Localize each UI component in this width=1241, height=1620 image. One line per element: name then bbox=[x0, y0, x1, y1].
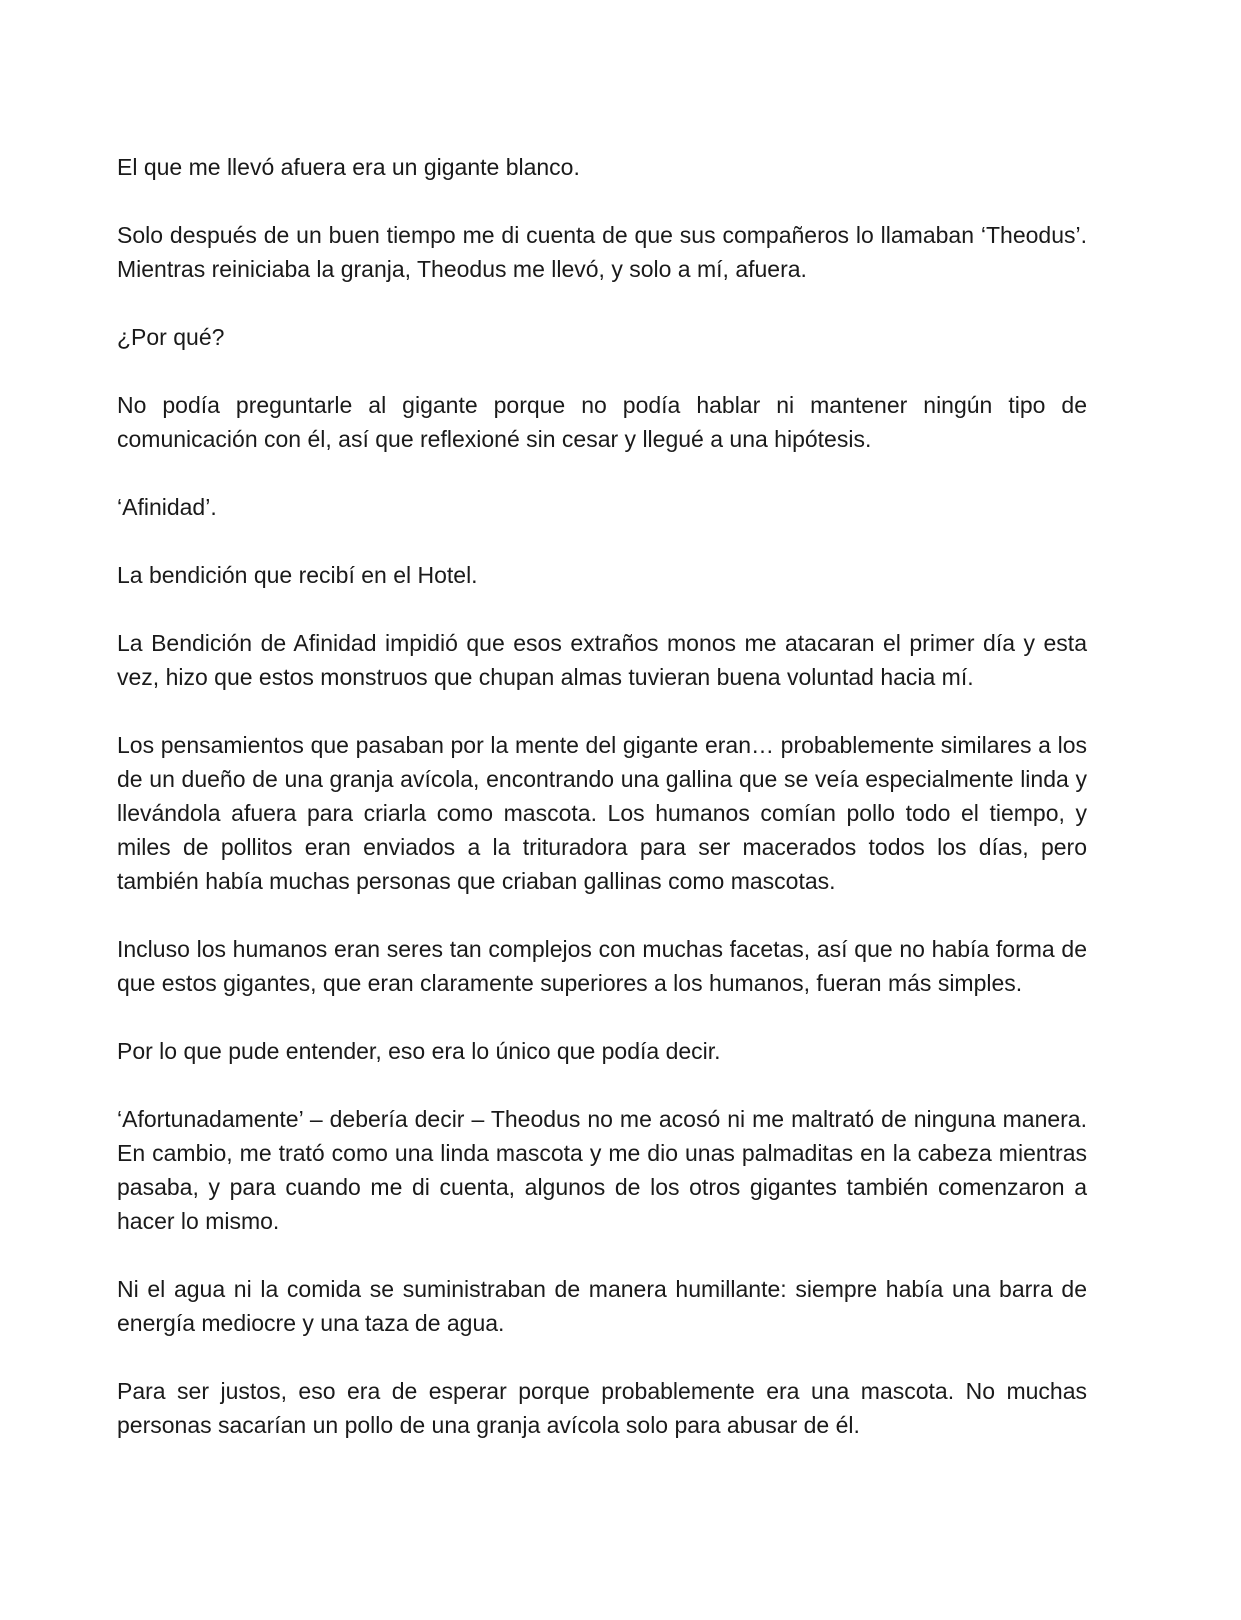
paragraph-6: La bendición que recibí en el Hotel. bbox=[117, 562, 478, 588]
paragraph-2: Solo después de un buen tiempo me di cuenta de que sus compañeros lo llamaban ‘Theodus’. Mientras reiniciaba la granja, Theodus me llevó, y solo a mí, afuera. bbox=[117, 222, 1087, 282]
paragraph-10: Por lo que pude entender, eso era lo único que podía decir. bbox=[117, 1038, 721, 1064]
paragraph-1: El que me llevó afuera era un gigante blanco. bbox=[117, 154, 580, 180]
paragraph-13: Para ser justos, eso era de esperar porque probablemente era una mascota. No muchas personas sacarían un pollo de una granja avícola solo para abusar de él. bbox=[117, 1378, 1087, 1438]
paragraph-9: Incluso los humanos eran seres tan complejos con muchas facetas, así que no había forma de que estos gigantes, que eran claramente superiores a los humanos, fueran más simples. bbox=[117, 936, 1087, 996]
paragraph-7: La Bendición de Afinidad impidió que esos extraños monos me atacaran el primer día y esta vez, hizo que estos monstruos que chupan almas tuvieran buena voluntad hacia mí. bbox=[117, 630, 1087, 690]
document-body bbox=[117, 150, 1087, 1476]
paragraph-4: No podía preguntarle al gigante porque no podía hablar ni mantener ningún tipo de comunicación con él, así que reflexioné sin cesar y llegué a una hipótesis. bbox=[117, 392, 1087, 452]
paragraph-3: ¿Por qué? bbox=[117, 324, 225, 350]
paragraph-12: Ni el agua ni la comida se suministraban de manera humillante: siempre había una barra de energía mediocre y una taza de agua. bbox=[117, 1276, 1087, 1336]
paragraph-5: ‘Afinidad’. bbox=[117, 494, 217, 520]
paragraph-11: ‘Afortunadamente’ – debería decir – Theodus no me acosó ni me maltrató de ninguna manera. En cambio, me trató como una linda mascota y me dio unas palmaditas en la cabeza mientras pasaba, y para cuando me di cuenta, algunos de los otros gigantes también comenzaron a hacer lo mismo. bbox=[117, 1106, 1087, 1234]
paragraph-8: Los pensamientos que pasaban por la mente del gigante eran… probablemente similares a los de un dueño de una granja avícola, encontrando una gallina que se veía especialmente linda y llevándola afuera para criarla como mascota. Los humanos comían pollo todo el tiempo, y miles de pollitos eran enviados a la trituradora para ser macerados todos los días, pero también había muchas personas que criaban gallinas como mascotas. bbox=[117, 732, 1087, 894]
